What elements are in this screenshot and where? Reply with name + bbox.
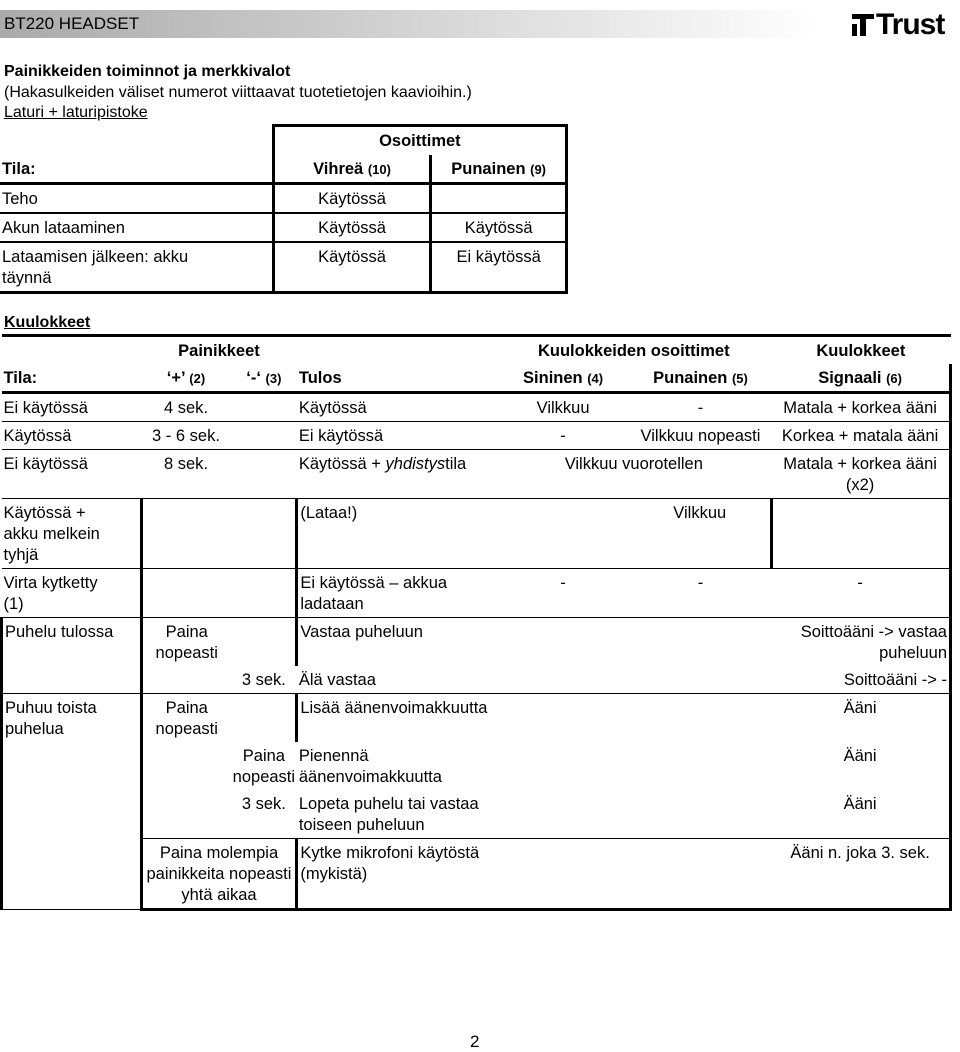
buttons-header: Painikkeet [141, 336, 297, 365]
table-row: Lataamisen jälkeen: akku täynnä Käytössä Ei käytössä [0, 242, 567, 293]
table-row: Puhelu tulossa Paina nopeasti Vastaa puheluun Soittoääni -> vastaa puheluun [2, 618, 951, 667]
table-row: Teho Käytössä [0, 184, 567, 214]
trust-logo-icon [852, 12, 874, 38]
table-row: Käytössä + akku melkein tyhjä (Lataa!) Vilkkuu [2, 499, 951, 569]
table-row: Akun lataaminen Käytössä Käytössä [0, 213, 567, 242]
headset-function-table [0, 334, 952, 911]
table-row [0, 126, 567, 155]
table-row: Käytössä 3 - 6 sek. Ei käytössä - Vilkkuu nopeasti Korkea + matala ääni [2, 422, 951, 450]
charger-indicator-table [0, 124, 568, 294]
table-row: Tila: ‘+’ (2) ‘-‘ (3) Tulos Sininen (4) Punainen (5) Signaali (6) [2, 364, 951, 393]
document-title: BT220 HEADSET [4, 14, 140, 33]
table-row: Ei käytössä 4 sek. Käytössä Vilkkuu - Matala + korkea ääni [2, 393, 951, 422]
table-row: Ei käytössä 8 sek. Käytössä + yhdistystila Vilkkuu vuorotellen Matala + korkea ääni (x2) [2, 450, 951, 499]
minus-button-header: ‘-‘ (3) [231, 364, 297, 393]
page-number: 2 [470, 1032, 480, 1051]
table-row: Paina molempia painikkeita nopeasti yhtä aikaa Kytke mikrofoni käytöstä (mykistä) Ääni n. joka 3. sek. [2, 839, 951, 910]
table-row [2, 336, 951, 365]
headset-indicators-header: Kuulokkeiden osoittimet [496, 336, 771, 365]
table-row: Puhuu toista puhelua Paina nopeasti Lisää äänenvoimakkuutta Ääni [2, 694, 951, 743]
charger-heading: Laturi + laturipistoke [4, 104, 148, 121]
red-header: Punainen (9) [431, 155, 567, 184]
table-row [0, 155, 567, 184]
table-row: Paina nopeasti Pienennä äänenvoimakkuutta Ääni [2, 742, 951, 790]
plus-button-header: ‘+’ (2) [141, 364, 231, 393]
section-title: Painikkeiden toiminnot ja merkkivalot [4, 63, 291, 80]
trust-logo-text: Trust [876, 8, 945, 41]
trust-logo [852, 8, 944, 42]
headset-header: Kuulokkeet [771, 336, 950, 365]
state-label: Tila: [2, 159, 36, 178]
table-row: 3 sek. Lopeta puhelu tai vastaa toiseen puheluun Ääni [2, 790, 951, 839]
table-row: Virta kytketty (1) Ei käytössä – akkua ladataan - - - [2, 569, 951, 618]
section-subtitle: (Hakasulkeiden väliset numerot viittaavat tuotetietojen kaavioihin.) [4, 84, 472, 101]
table-row: 3 sek. Älä vastaa Soittoääni -> - [2, 666, 951, 694]
indicators-header: Osoittimet [273, 126, 566, 155]
headset-heading: Kuulokkeet [4, 314, 91, 331]
green-header: Vihreä (10) [273, 155, 431, 184]
